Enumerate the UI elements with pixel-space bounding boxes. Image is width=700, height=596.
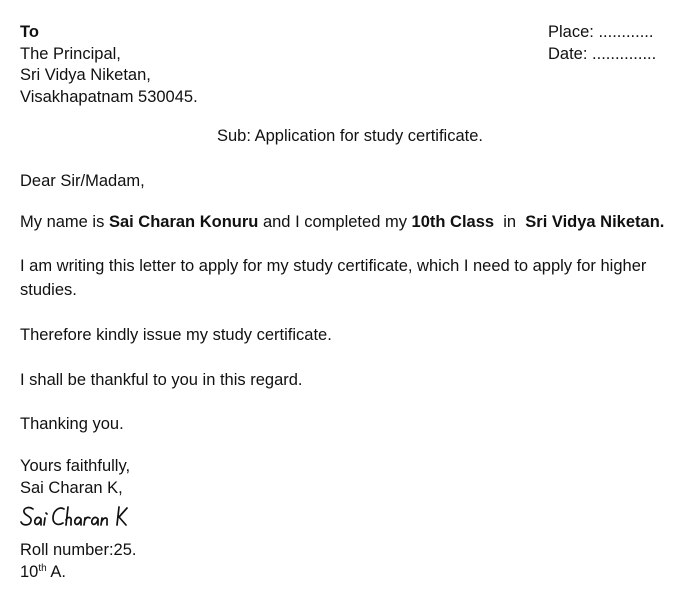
body-paragraph: I am writing this letter to apply for my study certificate, which I need to apply for higher studies. <box>20 257 647 299</box>
recipient-address <box>20 22 198 108</box>
closing-phrase: Yours faithfully, <box>20 457 131 475</box>
salutation: Dear Sir/Madam, <box>20 172 145 190</box>
intro-paragraph <box>20 210 680 234</box>
thanking-line: Thanking you. <box>20 415 124 433</box>
subject-line: Sub: Application for study certificate. <box>217 127 483 145</box>
school-name: Sri Vidya Niketan. <box>525 213 665 231</box>
body-paragraph: I shall be thankful to you in this regard. <box>20 371 303 389</box>
recipient-line: Visakhapatnam 530045. <box>20 87 198 106</box>
closing-block <box>20 456 130 499</box>
recipient-line: The Principal, <box>20 44 121 63</box>
to-label: To <box>20 23 39 41</box>
roll-block <box>20 540 136 583</box>
class-suffix: th <box>38 562 47 574</box>
intro-text: in <box>494 213 526 231</box>
closing-name: Sai Charan K, <box>20 478 123 497</box>
handwritten-signature <box>20 503 132 538</box>
class-section: 10th A. <box>20 562 66 581</box>
place-date-block <box>548 22 656 65</box>
place-field: Place: ............ <box>548 23 654 41</box>
intro-text: and I completed my <box>258 213 412 231</box>
student-name: Sai Charan Konuru <box>108 213 259 231</box>
class-name: 10th Class <box>411 213 495 231</box>
intro-text: My name is <box>20 213 109 231</box>
date-field: Date: .............. <box>548 44 657 63</box>
recipient-line: Sri Vidya Niketan, <box>20 66 151 84</box>
body-paragraph: Therefore kindly issue my study certificate. <box>20 326 332 344</box>
roll-number: Roll number:25. <box>20 541 137 559</box>
